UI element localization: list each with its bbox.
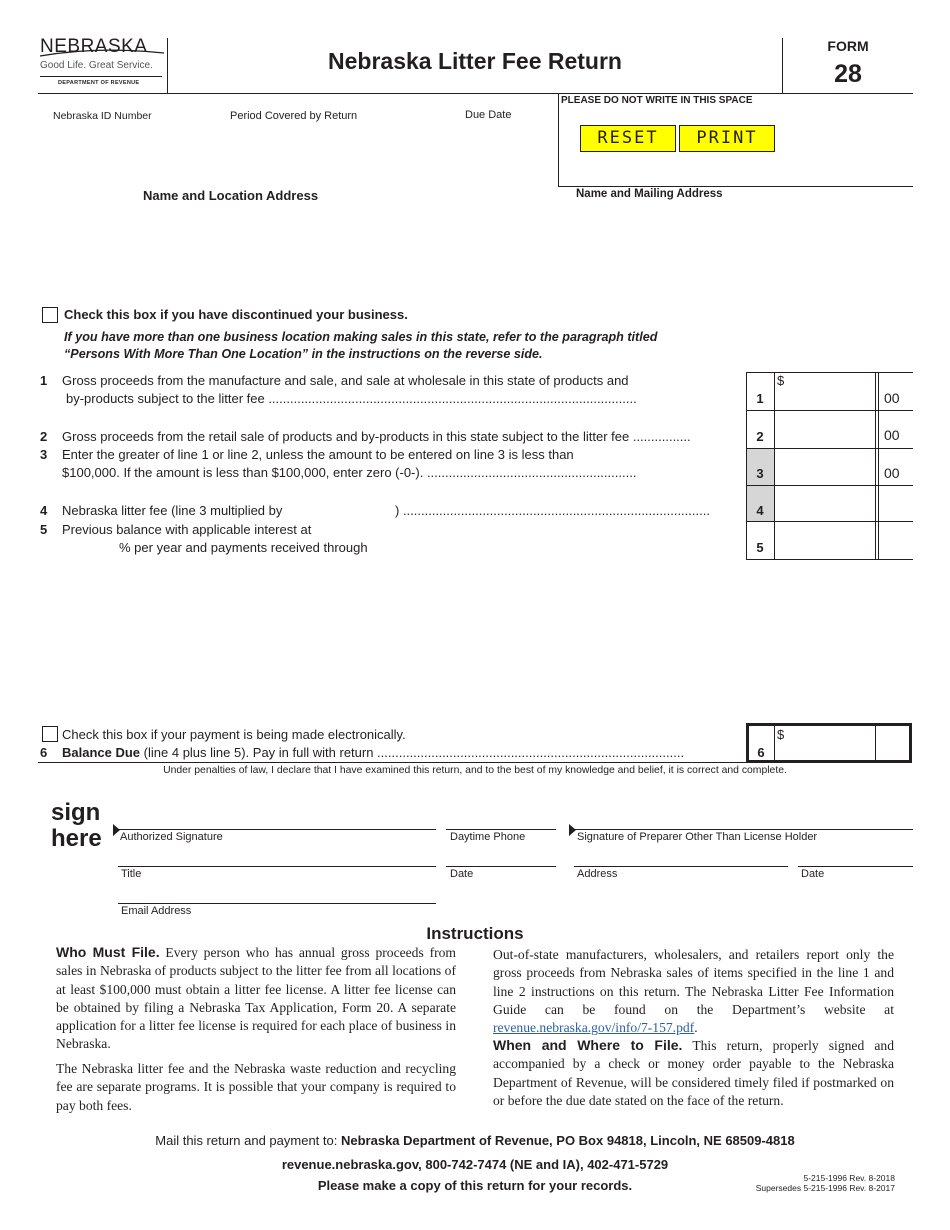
line-5-cell-number: 5 — [756, 540, 764, 555]
line-3-text-a: Enter the greater of line 1 or line 2, unless the amount to be entered on line 3 is less than — [62, 447, 574, 462]
line-4-text-b: ) ..................................................................................... — [395, 503, 710, 518]
electronic-payment-label: Check this box if your payment is being made electronically. — [62, 727, 406, 742]
line-5-date-input[interactable] — [386, 538, 506, 556]
line-1-amount-input[interactable] — [776, 374, 874, 408]
line-1-cents: 00 — [884, 390, 900, 406]
when-where-title: When and Where to File. — [493, 1037, 683, 1053]
revision-line-1: 5-215-1996 Rev. 8-2018 — [803, 1173, 895, 1183]
line-4-cell-number: 4 — [756, 503, 764, 518]
line-6-number: 6 — [40, 745, 48, 760]
line-4-text-a: Nebraska litter fee (line 3 multiplied by — [62, 503, 283, 518]
line-4-amount-input[interactable] — [776, 487, 874, 519]
line-4-rate-input[interactable] — [300, 500, 392, 518]
office-use-note: PLEASE DO NOT WRITE IN THIS SPACE — [561, 95, 753, 106]
daytime-phone-label: Daytime Phone — [450, 831, 526, 843]
daytime-phone-field[interactable] — [446, 806, 556, 828]
line-1-text-a: Gross proceeds from the manufacture and sale, and sale at wholesale in this state of products and — [62, 373, 629, 388]
who-must-file-title: Who Must File. — [56, 944, 160, 960]
separate-programs-paragraph: The Nebraska litter fee and the Nebraska waste reduction and recycling fee are separate programs. It is possible that your company is required to pay both fees. — [56, 1061, 456, 1113]
preparer-date-field[interactable] — [798, 843, 913, 865]
multi-location-note-1: If you have more than one business location making sales in this state, refer to the paragraph titled — [64, 330, 658, 344]
line-4-number: 4 — [40, 503, 48, 518]
who-must-file-paragraph — [56, 943, 456, 1054]
location-address-field[interactable] — [140, 206, 520, 286]
line-5-interest-input[interactable] — [332, 519, 412, 537]
due-date-label: Due Date — [465, 109, 512, 121]
nebraska-logo — [38, 36, 168, 92]
authorized-signature-field[interactable] — [120, 806, 436, 828]
penalty-statement: Under penalties of law, I declare that I have examined this return, and to the best of my knowledge and belief, it is correct and complete. — [163, 765, 787, 776]
line-2-text: Gross proceeds from the retail sale of products and by-products in this state subject to the litter fee ................ — [62, 429, 691, 444]
preparer-date-label: Date — [801, 868, 825, 880]
logo-wordmark: NEBRASKA — [40, 36, 148, 57]
info-guide-link[interactable]: revenue.nebraska.gov/info/7-157.pdf — [493, 1020, 695, 1036]
period-label: Period Covered by Return — [230, 110, 358, 122]
id-number-label: Nebraska ID Number — [53, 110, 152, 122]
date-field[interactable] — [446, 843, 556, 865]
line-3-amount-input[interactable] — [776, 450, 874, 483]
contact-line: revenue.nebraska.gov, 800-742-7474 (NE and IA), 402-471-5729 — [281, 1157, 669, 1172]
line-3-text-b: $100,000. If the amount is less than $100,000, enter zero (-0-). .......................................................... — [62, 465, 637, 480]
date-label: Date — [450, 868, 474, 880]
logo-tagline: Good Life. Great Service. — [40, 60, 153, 71]
out-of-state-end: . — [694, 1020, 698, 1036]
preparer-signature-field[interactable] — [576, 806, 912, 828]
preparer-address-field[interactable] — [574, 843, 788, 865]
multi-location-note-2: “Persons With More Than One Location” in the instructions on the reverse side. — [64, 347, 543, 361]
electronic-payment-checkbox[interactable] — [42, 726, 58, 742]
line-3-number: 3 — [40, 447, 48, 462]
line-6-dollar: $ — [777, 727, 785, 742]
line-5-text-b: % per year and payments received through — [119, 540, 368, 555]
out-of-state-text: Out-of-state manufacturers, wholesalers, and retailers report only the gross proceeds from Nebraska sales of items specified in the line 1 and line 2 instructions on this return. The Nebraska Litter Fee Information Guide can be found on the Department’s website at — [493, 947, 894, 1017]
authorized-signature-label: Authorized Signature — [120, 831, 223, 843]
mail-address: Nebraska Department of Revenue, PO Box 94818, Lincoln, NE 68509-4818 — [340, 1133, 795, 1148]
line-6-text: (line 4 plus line 5). Pay in full with return ..................................................................................... — [143, 745, 685, 760]
mailing-address-label: Name and Mailing Address — [576, 188, 723, 200]
discontinued-label: Check this box if you have discontinued your business. — [64, 307, 408, 322]
out-of-state-paragraph — [493, 946, 894, 1037]
line-2-cell-number: 2 — [756, 429, 764, 444]
line-1-text-b: by-products subject to the litter fee ...................................................................................................... — [66, 391, 637, 406]
id-number-field[interactable] — [50, 124, 210, 144]
period-field[interactable] — [228, 124, 428, 144]
line-6-cell-number: 6 — [757, 745, 765, 760]
line-6-amount-input[interactable] — [777, 726, 874, 760]
preparer-signature-label: Signature of Preparer Other Than License Holder — [577, 831, 818, 843]
form-number: 28 — [834, 60, 862, 88]
logo-swoosh-icon — [38, 48, 166, 58]
line-6-label — [62, 745, 736, 760]
logo-department: DEPARTMENT OF REVENUE — [58, 80, 140, 86]
line-5-amount-input[interactable] — [776, 523, 874, 557]
form-label: FORM — [827, 38, 869, 54]
line-1-cell-number: 1 — [756, 391, 764, 406]
preparer-address-label: Address — [577, 868, 618, 880]
print-button[interactable]: PRINT — [679, 125, 775, 152]
revision-line-2: Supersedes 5-215-1996 Rev. 8-2017 — [755, 1183, 895, 1193]
line-5-rate-input[interactable] — [62, 538, 116, 556]
reset-button[interactable]: RESET — [580, 125, 676, 152]
page-title: Nebraska Litter Fee Return — [328, 48, 622, 74]
mail-prefix: Mail this return and payment to: — [155, 1133, 338, 1148]
due-date-field[interactable] — [462, 124, 552, 144]
when-where-text: This return, properly signed and accompanied by a check or money order payable to the Nebraska Department of Revenue, will be considered timely filed if postmarked on or before the due date stated on the face of the return. — [493, 1038, 894, 1108]
when-where-paragraph — [493, 1036, 894, 1110]
email-address-label: Email Address — [121, 905, 192, 917]
instructions-heading: Instructions — [426, 924, 524, 943]
line-3-cell-number: 3 — [756, 466, 764, 481]
line-1-dollar: $ — [777, 373, 785, 388]
line-6-bold: Balance Due — [62, 745, 141, 760]
line-2-number: 2 — [40, 429, 48, 444]
line-5-number: 5 — [40, 522, 48, 537]
discontinued-checkbox[interactable] — [42, 307, 58, 323]
line-5-text-a: Previous balance with applicable interest at — [62, 522, 312, 537]
location-address-label: Name and Location Address — [143, 188, 319, 203]
mail-line — [0, 1133, 950, 1148]
title-field[interactable] — [120, 843, 436, 865]
here-word: here — [51, 825, 102, 852]
title-label: Title — [121, 868, 142, 880]
line-1-number: 1 — [40, 373, 48, 388]
line-2-cents: 00 — [884, 427, 900, 443]
email-address-field[interactable] — [120, 880, 436, 902]
mailing-address-field[interactable] — [574, 206, 904, 286]
sign-word: sign — [51, 799, 101, 826]
line-2-amount-input[interactable] — [776, 412, 874, 446]
line-3-cents: 00 — [884, 465, 900, 481]
who-must-file-text: Every person who has annual gross proceeds from sales in Nebraska of products subject to the litter fee from all locations of at least $100,000 must obtain a litter fee license. A litter fee license can be obtained by filing a Nebraska Tax Application, Form 20. A separate application for a litter fee license is required for each place of business in Nebraska. — [56, 945, 456, 1052]
copy-note: Please make a copy of this return for your records. — [317, 1178, 633, 1193]
